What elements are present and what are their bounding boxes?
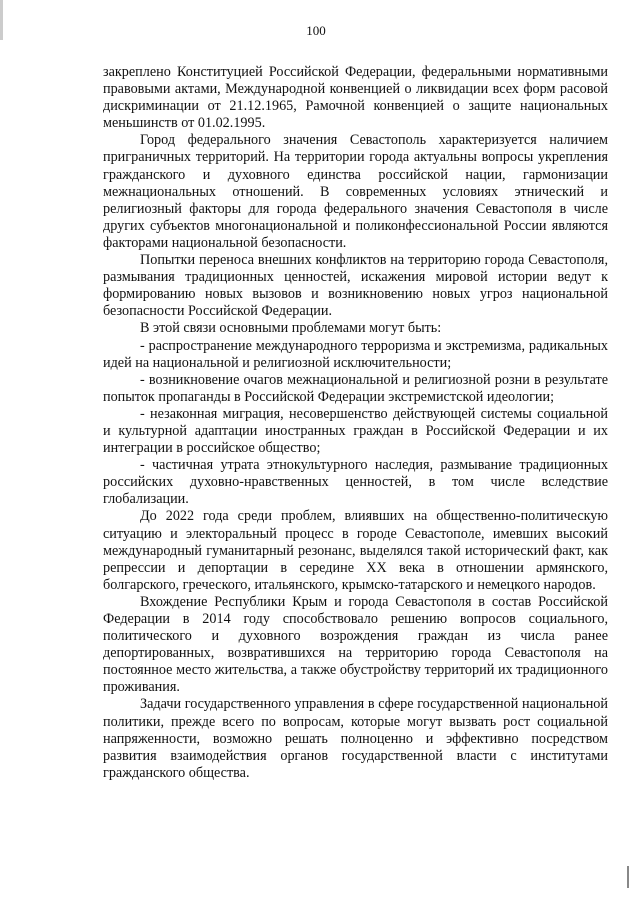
list-item: - распространение международного терроризма и экстремизма, радикальных идей на национальной и религиозной исключительности; bbox=[103, 337, 608, 371]
scan-edge-mark bbox=[627, 866, 629, 888]
paragraph: В этой связи основными проблемами могут быть: bbox=[140, 320, 442, 337]
list-item: - возникновение очагов межнациональной и религиозной розни в результате попыток пропаганды в Российской Федерации экстремистской идеологии; bbox=[103, 371, 608, 405]
paragraph-continuation: закреплено Конституцией Российской Федерации, федеральными нормативными правовыми актами, Международной конвенцией о ликвидации всех форм расовой дискриминации от 21.12.1965, Рамочной конвенцией о защите национальных меньшинств от 01.02.1995. bbox=[103, 64, 608, 132]
paragraph: Город федерального значения Севастополь характеризуется наличием приграничных территорий. На территории города актуальны вопросы укрепления гражданского и духовного единства российской нации, гармонизации межнациональных отношений. В современных условиях этнический и религиозный факторы для города федерального значения Севастополя в числе других субъектов многонациональной и поликонфессиональной России являются факторами национальной безопасности. bbox=[103, 132, 608, 251]
document-body bbox=[103, 64, 608, 782]
paragraph: Попытки переноса внешних конфликтов на территорию города Севастополя, размывания традиционных ценностей, искажения мировой истории ведут к формированию новых вызовов и возникновению новых угроз национальной безопасности Российской Федерации. bbox=[103, 252, 608, 320]
list-item: - незаконная миграция, несовершенство действующей системы социальной и культурной адаптации иностранных граждан в Российской Федерации и их интеграции в российское общество; bbox=[103, 405, 608, 457]
list-item: - частичная утрата этнокультурного наследия, размывание традиционных российских духовно-нравственных ценностей, в том числе вследствие глобализации. bbox=[103, 457, 608, 508]
paragraph: До 2022 года среди проблем, влиявших на общественно-политическую ситуацию и электоральный процесс в городе Севастополе, имевших высокий международный гуманитарный резонанс, выделялся такой исторический факт, как репрессии и депортации в середине XX века в отношении армянского, болгарского, греческого, итальянского, крымско-татарского и немецкого народов. bbox=[103, 508, 608, 593]
paragraph: Вхождение Республики Крым и города Севастополя в состав Российской Федерации в 2014 году способствовало решению вопросов социального, политического и духовного возрождения граждан из числа ранее депортированных, возвратившихся на территорию города Севастополя на постоянное место жительства, а также обустройству территорий их традиционного проживания. bbox=[103, 593, 608, 696]
paragraph: Задачи государственного управления в сфере государственной национальной политики, прежде всего по вопросам, которые могут вызвать рост социальной напряженности, возможно решать полноценно и эффективно посредством развития взаимодействия органов государственной власти с институтами гражданского общества. bbox=[103, 696, 608, 781]
page-number: 100 bbox=[306, 23, 326, 38]
